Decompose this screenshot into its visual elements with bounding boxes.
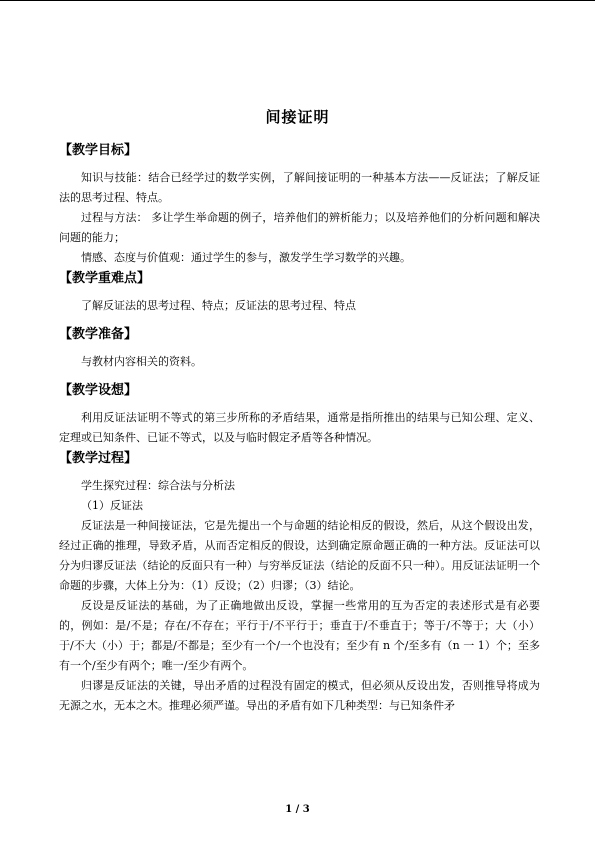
goals-paragraph-knowledge: 知识与技能：结合已经学过的数学实例，了解间接证明的一种基本方法——反证法；了解反证法的思考过程、特点。 [59,171,540,204]
process-paragraph-contradiction: 归谬是反证法的关键，导出矛盾的过程没有固定的模式，但必须从反设出发，否则推导将成为无源之水，无本之木。推理必须严谨。导出的矛盾有如下几种类型：与已知条件矛 [59,679,540,712]
top-border-line [0,0,595,1]
design-paragraph: 利用反证法证明不等式的第三步所称的矛盾结果，通常是指所推出的结果与已知公理、定义、定理或已知条件、已证不等式，以及与临时假定矛盾等各种情况。 [59,411,540,444]
section-heading-keypoints: 【教学重难点】 [59,271,151,286]
document-body [59,140,540,716]
goals-paragraph-process: 过程与方法： 多让学生举命题的例子，培养他们的辨析能力；以及培养他们的分析问题和解决问题的能力； [59,211,540,244]
prep-paragraph: 与教材内容相关的资料。 [81,355,202,368]
section-heading-process: 【教学过程】 [59,451,138,466]
section-heading-goals: 【教学目标】 [59,143,138,158]
goals-paragraph-attitude: 情感、态度与价值观：通过学生的参与，激发学生学习数学的兴趣。 [81,251,411,264]
page-number: 1 / 3 [285,804,310,815]
process-paragraph-definition: 反证法是一种间接证法，它是先提出一个与命题的结论相反的假设，然后，从这个假设出发，经过正确的推理，导致矛盾，从而否定相反的假设，达到确定原命题正确的一种方法。反证法可以分为归谬反证法（结论的反面只有一种）与穷举反证法（结论的反面不只一种）。用反证法证明一个命题的步骤，大体上分为：（1）反设；（2）归谬；（3）结论。 [59,519,540,592]
keypoints-paragraph: 了解反证法的思考过程、特点；反证法的思考过程、特点 [81,299,356,312]
section-heading-prep: 【教学准备】 [59,327,138,342]
page-title: 间接证明 [265,108,330,126]
section-heading-design: 【教学设想】 [59,383,138,398]
process-paragraph-intro: 学生探究过程：综合法与分析法 [81,479,235,492]
process-paragraph-subtitle: （1）反证法 [81,499,143,512]
process-paragraph-assumption: 反设是反证法的基础，为了正确地做出反设，掌握一些常用的互为否定的表述形式是有必要的，例如：是/不是；存在/不存在；平行于/不平行于；垂直于/不垂直于；等于/不等于；大（小）于/不大（小）于；都是/不都是；至少有一个/一个也没有；至少有 n 个/至多有（n 一 1）个；至多有一个/至少有两个；唯一/至少有两个。 [59,599,540,672]
